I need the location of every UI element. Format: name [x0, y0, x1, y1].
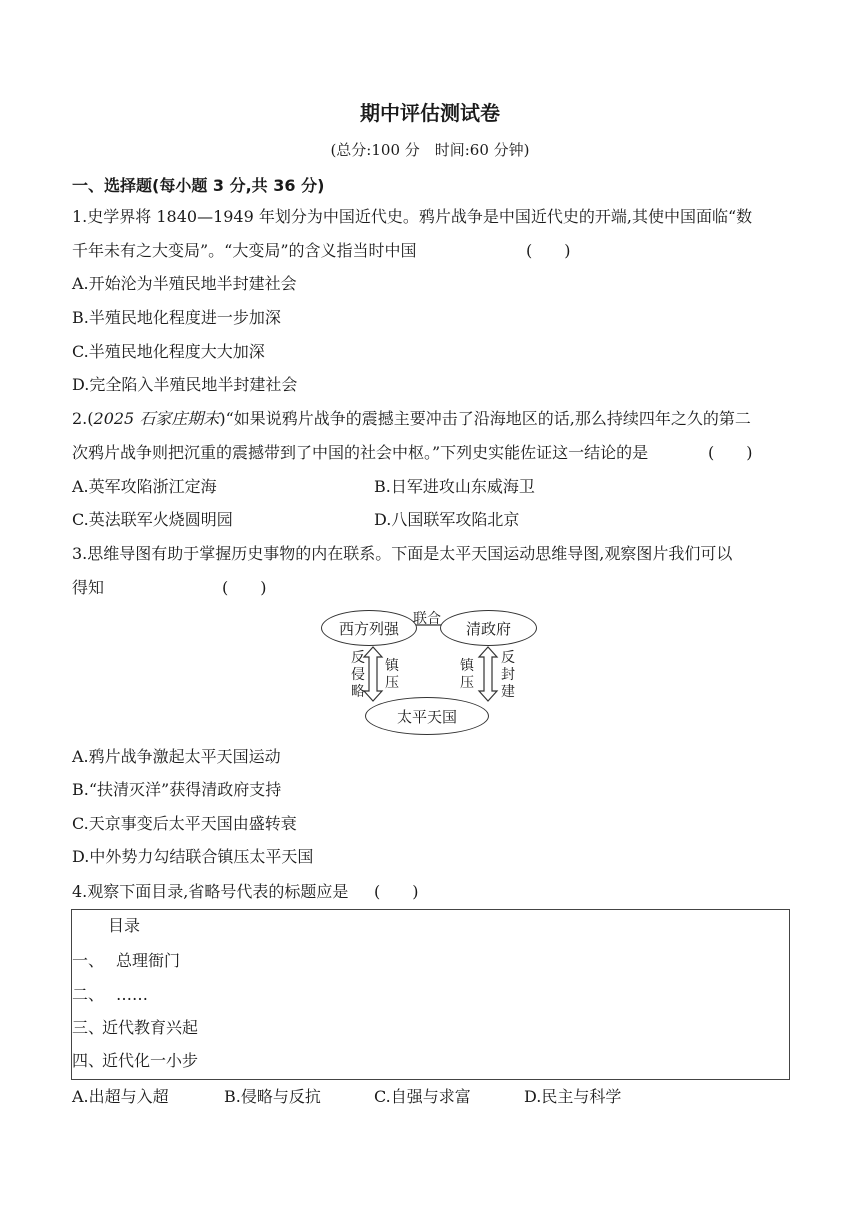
question-1-option-d[interactable]: D.完全陷入半殖民地半封建社会 [72, 375, 298, 394]
question-1-stem-line-1: 1.史学界将 1840—1949 年划分为中国近代史。鸦片战争是中国近代史的开端,其使中国面临“数 [72, 207, 753, 226]
question-2-prefix: 2.( [72, 409, 94, 428]
question-1-option-b[interactable]: B.半殖民地化程度进一步加深 [72, 308, 281, 327]
question-2-option-c[interactable]: C.英法联军火烧圆明园 [72, 510, 233, 529]
question-4-option-b[interactable]: B.侵略与反抗 [224, 1087, 321, 1106]
node-taiping: 太平天国 [365, 697, 489, 735]
label-suppress-left: 镇压 [385, 658, 399, 691]
table-of-contents-box [71, 909, 790, 1080]
toc-row-number: 一、 [72, 951, 105, 970]
question-2-stem-line-2: 次鸦片战争则把沉重的震撼带到了中国的社会中枢。”下列史实能佐证这一结论的是 [72, 443, 649, 462]
label-anti-invasion: 反侵略 [351, 650, 365, 700]
question-3-stem-line-2: 得知 [72, 578, 105, 597]
question-1-stem-line-2: 千年未有之大变局”。“大变局”的含义指当时中国 [72, 241, 417, 260]
label-unite: 联合 [413, 611, 441, 627]
question-3-option-b[interactable]: B.“扶清灭洋”获得清政府支持 [72, 780, 282, 799]
toc-row-text: 近代教育兴起 [102, 1018, 199, 1037]
toc-row-number: 四、 [72, 1051, 105, 1070]
question-4-option-a[interactable]: A.出超与入超 [72, 1087, 169, 1106]
node-qing-government: 清政府 [440, 610, 537, 646]
question-3-answer-blank[interactable]: ( ) [222, 578, 267, 597]
question-4-answer-blank[interactable]: ( ) [374, 882, 419, 901]
page-subtitle: (总分:100 分 时间:60 分钟) [330, 141, 530, 159]
question-3-stem-line-1: 3.思维导图有助于掌握历史事物的内在联系。下面是太平天国运动思维导图,观察图片我们可以 [72, 544, 733, 563]
question-2-answer-blank[interactable]: ( ) [708, 443, 753, 462]
question-4-option-c[interactable]: C.自强与求富 [374, 1087, 471, 1106]
question-3-option-a[interactable]: A.鸦片战争激起太平天国运动 [72, 747, 281, 766]
question-2-stem-text: )“如果说鸦片战争的震撼主要冲击了沿海地区的话,那么持续四年之久的第二 [219, 409, 751, 428]
question-2-stem-line-1 [72, 408, 751, 430]
question-1-answer-blank[interactable]: ( ) [526, 241, 571, 260]
question-2-option-a[interactable]: A.英军攻陷浙江定海 [72, 477, 217, 496]
page-title: 期中评估测试卷 [360, 101, 500, 125]
label-suppress-right: 镇压 [460, 658, 474, 691]
label-anti-feudal: 反封建 [501, 650, 515, 700]
question-3-option-c[interactable]: C.天京事变后太平天国由盛转衰 [72, 814, 297, 833]
section-heading: 一、选择题(每小题 3 分,共 36 分) [72, 176, 325, 195]
left-double-arrow-icon [364, 647, 382, 701]
toc-row-text: 近代化一小步 [102, 1051, 199, 1070]
question-2-option-b[interactable]: B.日军进攻山东威海卫 [374, 477, 535, 496]
toc-row-text: …… [116, 985, 148, 1004]
question-4-option-d[interactable]: D.民主与科学 [524, 1087, 622, 1106]
toc-row-text: 总理衙门 [116, 951, 181, 970]
right-double-arrow-icon [479, 647, 497, 701]
question-1-option-c[interactable]: C.半殖民地化程度大大加深 [72, 342, 265, 361]
question-4-stem-line-1: 4.观察下面目录,省略号代表的标题应是 [72, 882, 349, 901]
question-3-option-d[interactable]: D.中外势力勾结联合镇压太平天国 [72, 847, 314, 866]
question-2-option-d[interactable]: D.八国联军攻陷北京 [374, 510, 520, 529]
node-western-powers: 西方列强 [321, 610, 417, 646]
taiping-mind-map [318, 603, 544, 737]
toc-heading: 目录 [108, 916, 141, 935]
toc-row-number: 三、 [72, 1018, 105, 1037]
toc-row-number: 二、 [72, 985, 105, 1004]
question-1-option-a[interactable]: A.开始沦为半殖民地半封建社会 [72, 274, 297, 293]
question-2-source: 2025 石家庄期末 [93, 409, 220, 428]
